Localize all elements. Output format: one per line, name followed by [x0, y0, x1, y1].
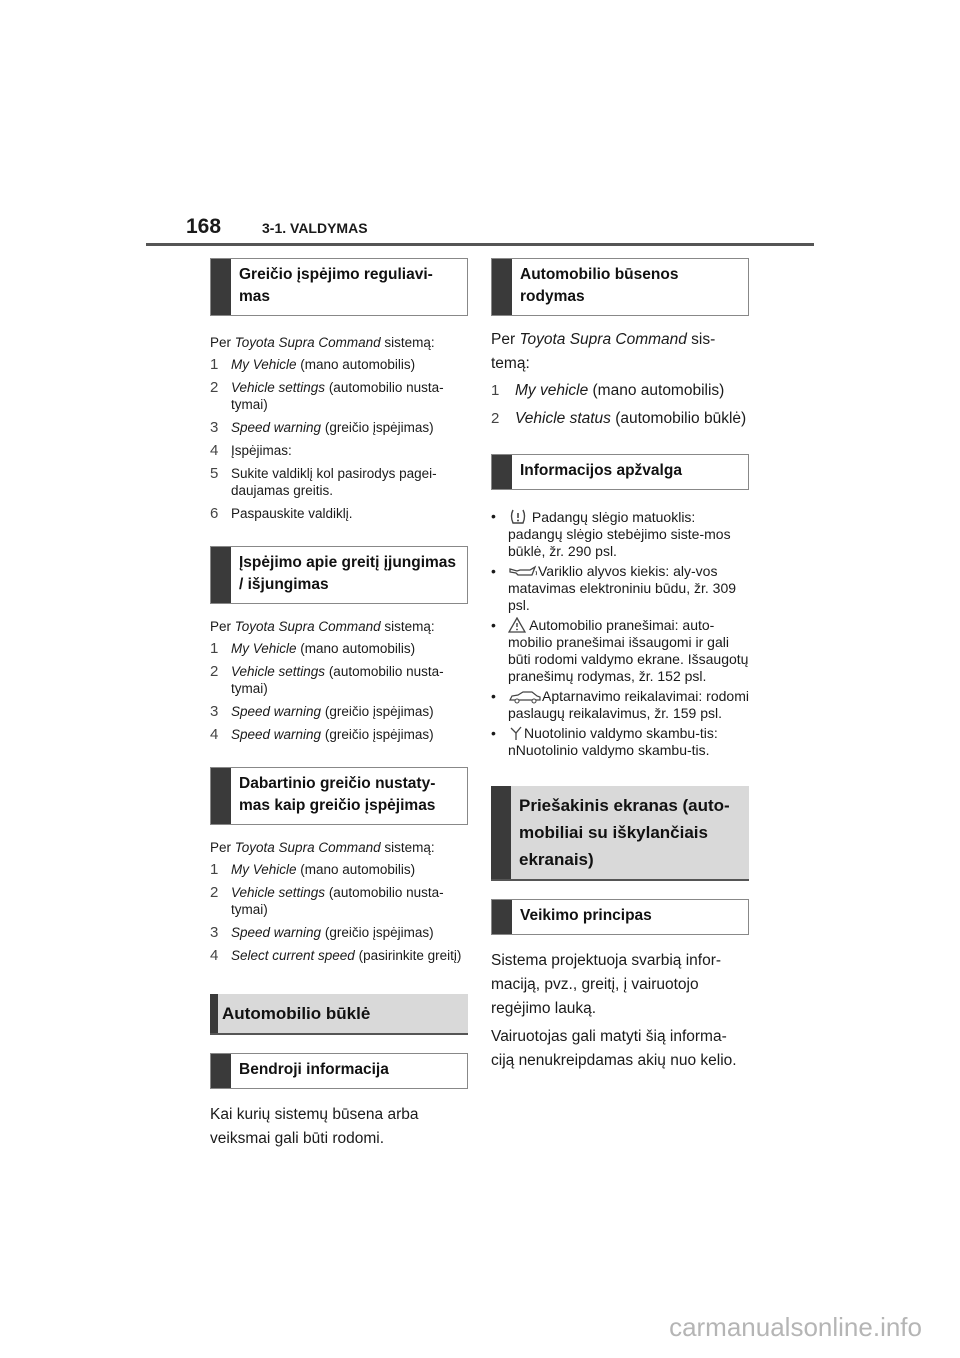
watermark: carmanualsonline.info [669, 1312, 922, 1342]
step: 1 My vehicle (mano automobilis) [491, 382, 725, 399]
right-column [491, 258, 749, 1077]
principle-paragraph: Vairuotojas gali matyti šią informa-ciją nenukreipdamas akių nuo kelio. [491, 1028, 737, 1069]
step: 3 Speed warning (greičio įspėjimas) [210, 703, 434, 720]
step: 2 Vehicle settings (automobilio nusta-tymai) [210, 884, 444, 917]
step: 1 My Vehicle (mano automobilis) [210, 356, 416, 373]
step: 5 Sukite valdiklį kol pasirodys pagei-daujamas greitis. [210, 465, 437, 498]
list-item: • Aptarnavimo reikalavimai: rodomi paslaugų reikalavimus, žr. 159 psl. [491, 688, 749, 721]
principle-paragraph: Sistema projektuoja svarbią infor-maciją, pvz., greitį, į vairuotojo regėjimo lauką. [491, 952, 722, 1017]
intro-text: Per Toyota Supra Command sistemą: [210, 619, 435, 634]
heading-operating-principle: Veikimo principas [491, 899, 749, 935]
heading-current-speed: Dabartinio greičio nustaty-mas kaip greičio įspėjimas [210, 767, 468, 825]
step: 3 Speed warning (greičio įspėjimas) [210, 419, 434, 436]
list-item: • Nuotolinio valdymo skambu-tis: nNuotolinio valdymo skambu-tis. [491, 725, 718, 758]
general-info-text: Kai kurių sistemų būsena arba veiksmai gali būti rodomi. [210, 1106, 419, 1147]
remote-key-icon [508, 725, 524, 741]
section-title: 3-1. VALDYMAS [262, 220, 368, 236]
warning-triangle-icon [508, 617, 526, 633]
step: 2 Vehicle settings (automobilio nusta-tymai) [210, 663, 444, 696]
heading-vehicle-status: Automobilio būklė [210, 994, 468, 1035]
tire-pressure-icon [508, 508, 528, 525]
left-column [210, 258, 468, 1155]
intro-text: Per Toyota Supra Command sistemą: [210, 335, 435, 350]
heading-status-display: Automobilio būsenos rodymas [491, 258, 749, 316]
oil-can-icon [508, 565, 538, 579]
list-item: • Padangų slėgio matuoklis: padangų slėgio stebėjimo siste-mos būklė, žr. 290 psl. [491, 508, 731, 559]
heading-overview: Informacijos apžvalga [491, 454, 749, 490]
step: 2 Vehicle status (automobilio būklė) [491, 410, 747, 427]
heading-speed-warning-adjust: Greičio įspėjimo reguliavi-mas [210, 258, 468, 316]
step: 4 Speed warning (greičio įspėjimas) [210, 726, 434, 743]
intro-text: Per Toyota Supra Command sistemą: [210, 840, 435, 855]
page-number: 168 [186, 215, 222, 238]
heading-general-info: Bendroji informacija [210, 1053, 468, 1089]
step: 4 Select current speed (pasirinkite greitį) [210, 947, 462, 964]
step: 6 Paspauskite valdiklį. [210, 505, 353, 522]
heading-speed-warning-toggle: Įspėjimo apie greitį įjungimas / išjungimas [210, 546, 468, 604]
intro-text: Per Toyota Supra Command sis-temą: [491, 331, 716, 372]
step: 1 My Vehicle (mano automobilis) [210, 640, 416, 657]
list-item: • Automobilio pranešimai: auto-mobilio pranešimai išsaugomi ir gali būti rodomi valdymo ekrane. Išsaugotų pranešimų rodymas, žr. 152 psl. [491, 617, 749, 684]
step: 1 My Vehicle (mano automobilis) [210, 861, 416, 878]
heading-head-up-display: Priešakinis ekranas (auto-mobiliai su iškylančiais ekranais) [491, 786, 749, 881]
header-divider [146, 243, 814, 246]
car-service-icon [508, 690, 542, 704]
list-item: • Variklio alyvos kiekis: aly-vos matavimas elektroniniu būdu, žr. 309 psl. [491, 563, 737, 613]
step: 2 Vehicle settings (automobilio nusta-tymai) [210, 379, 444, 412]
step: 3 Speed warning (greičio įspėjimas) [210, 924, 434, 941]
step: 4 Įspėjimas: [210, 442, 292, 459]
